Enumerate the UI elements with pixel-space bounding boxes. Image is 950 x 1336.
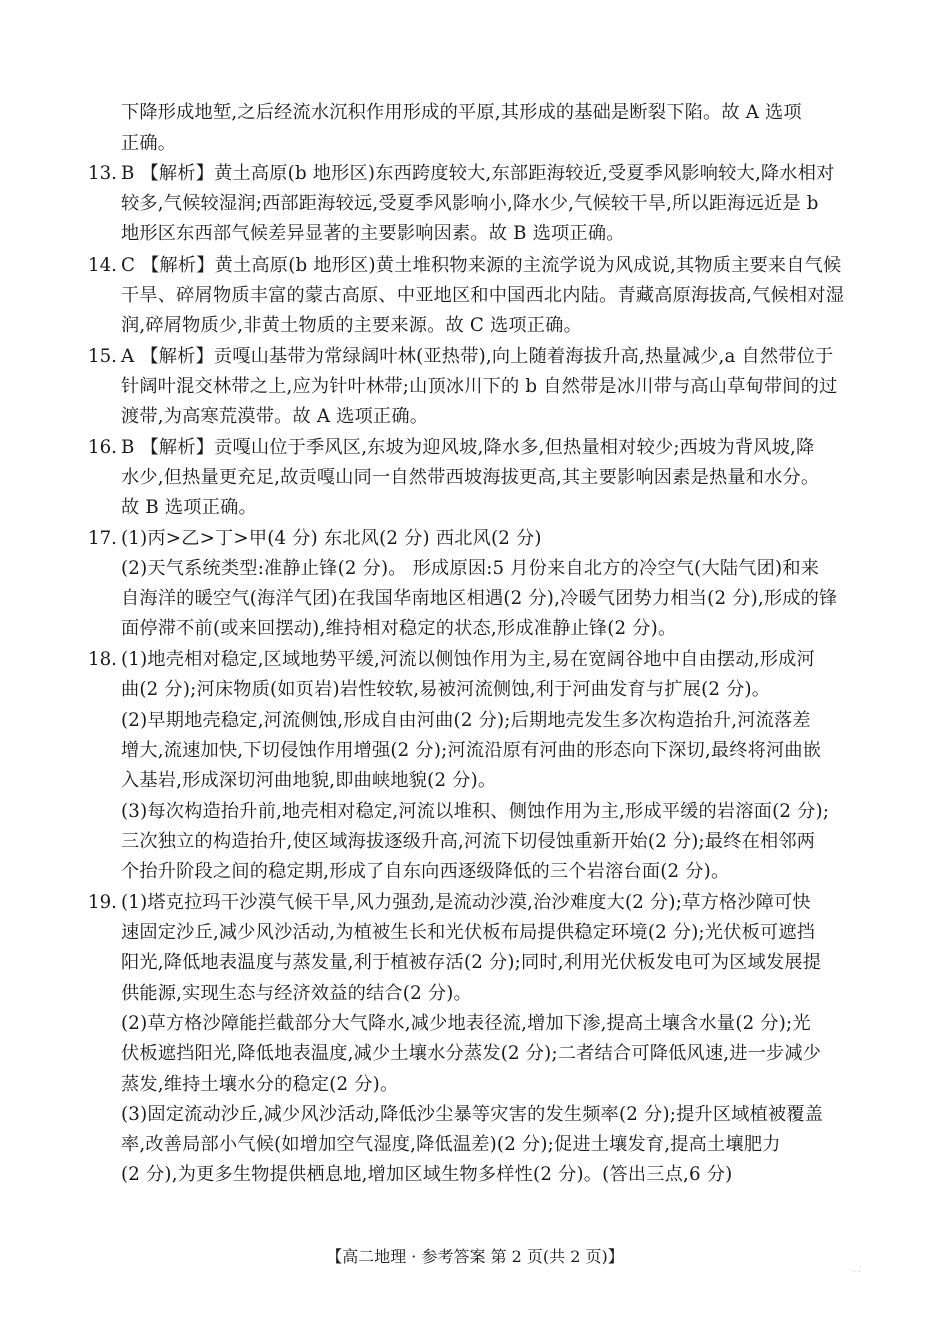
text-line: 地形区东西部气候差异显著的主要影响因素。故 B 选项正确。: [121, 223, 625, 244]
corner-mark: . .: [853, 1265, 861, 1274]
text-line: (1)塔克拉玛干沙漠气候干旱,风力强劲,是流动沙漠,治沙难度大(2 分);草方格沙障可快: [121, 892, 811, 913]
text-line: (2)草方格沙障能拦截部分大气降水,减少地表径流,增加下渗,提高土壤含水量(2 分);光: [121, 1013, 811, 1034]
text-line: 个抬升阶段之间的稳定期,形成了自东向西逐级降低的三个岩溶台面(2 分)。: [121, 861, 730, 882]
page-footer: 【高二地理 · 参考答案 第 2 页(共 2 页)】: [326, 1247, 624, 1266]
text-line: 入基岩,形成深切河曲地貌,即曲峡地貌(2 分)。: [121, 770, 497, 791]
item-number: 14.: [88, 255, 117, 276]
text-line: 速固定沙丘,减少风沙活动,为植被生长和光伏板布局提供稳定环境(2 分);光伏板可遮挡: [121, 922, 816, 943]
item-number: 15.: [88, 346, 117, 367]
text-line: 增大,流速加快,下切侵蚀作用增强(2 分);河流沿原有河曲的形态向下深切,最终将河曲嵌: [121, 740, 822, 761]
text-line: (3)固定流动沙丘,减少风沙活动,降低沙尘暴等灾害的发生频率(2 分);提升区域植被覆盖: [121, 1104, 824, 1125]
text-line: B 【解析】贡嘎山位于季风区,东坡为迎风坡,降水多,但热量相对较少;西坡为背风坡,降: [121, 437, 815, 458]
text-line: 水少,但热量更充足,故贡嘎山同一自然带西坡海拔更高,其主要影响因素是热量和水分。: [121, 467, 820, 488]
text-line: 曲(2 分);河床物质(如页岩)岩性较软,易被河流侧蚀,利于河曲发育与扩展(2 分)。: [121, 679, 771, 700]
text-line: 率,改善局部小气候(如增加空气湿度,降低温差)(2 分);促进土壤发育,提高土壤肥力: [121, 1134, 781, 1155]
item-number: 16.: [88, 437, 117, 458]
text-line: 阳光,降低地表温度与蒸发量,利于植被存活(2 分);同时,利用光伏板发电可为区域发展提: [121, 952, 822, 973]
text-line: A 【解析】贡嘎山基带为常绿阔叶林(亚热带),向上随着海拔升高,热量减少,a 自然带位于: [121, 346, 834, 367]
text-line: 较多,气候较湿润;西部距海较远,受夏季风影响小,降水少,气候较干旱,所以距海远近是 b: [121, 193, 819, 214]
item-number: 19.: [88, 892, 117, 913]
text-line: 针阔叶混交林带之上,应为针叶林带;山顶冰川下的 b 自然带是冰川带与高山草甸带间的过: [121, 376, 838, 397]
text-line: (1)丙>乙>丁>甲(4 分) 东北风(2 分) 西北风(2 分): [121, 528, 542, 549]
text-line: (3)每次构造抬升前,地壳相对稳定,河流以堆积、侧蚀作用为主,形成平缓的岩溶面(2 分);: [121, 801, 830, 822]
item-number: 18.: [88, 649, 117, 670]
text-line: 自海洋的暖空气(海洋气团)在我国华南地区相遇(2 分),冷暖气团势力相当(2 分),形成的锋: [121, 588, 838, 609]
text-line: 面停滞不前(或来回摆动),维持相对稳定的状态,形成准静止锋(2 分)。: [121, 618, 677, 639]
text-line: 蒸发,维持土壤水分的稳定(2 分)。: [121, 1074, 399, 1095]
text-line: B 【解析】黄土高原(b 地形区)东西跨度较大,东部距海较近,受夏季风影响较大,降水相对: [121, 163, 835, 184]
text-line: 故 B 选项正确。: [121, 497, 257, 518]
text-line: (2 分),为更多生物提供栖息地,增加区域生物多样性(2 分)。(答出三点,6 分): [121, 1164, 733, 1185]
text-line: (1)地壳相对稳定,区域地势平缓,河流以侧蚀作用为主,易在宽阔谷地中自由摆动,形成河: [121, 649, 815, 670]
text-line: C 【解析】黄土高原(b 地形区)黄土堆积物来源的主流学说为风成说,其物质主要来自气候: [121, 255, 842, 276]
text-line: 渡带,为高寒荒漠带。故 A 选项正确。: [121, 406, 429, 427]
text-line: 干旱、碎屑物质丰富的蒙古高原、中亚地区和中国西北内陆。青藏高原海拔高,气候相对湿: [121, 285, 845, 306]
text-line: 三次独立的构造抬升,使区域海拔逐级升高,河流下切侵蚀重新开始(2 分);最终在相邻两: [121, 831, 816, 852]
text-line: 正确。: [121, 133, 177, 154]
text-line: 伏板遮挡阳光,降低地表温度,减少土壤水分蒸发(2 分);二者结合可降低风速,进一步减少: [121, 1043, 822, 1064]
item-number: 17.: [88, 528, 117, 549]
text-line: 供能源,实现生态与经济效益的结合(2 分)。: [121, 983, 472, 1004]
item-number: 13.: [88, 163, 117, 184]
text-line: 润,碎屑物质少,非黄土物质的主要来源。故 C 选项正确。: [121, 315, 582, 336]
text-line: (2)天气系统类型:准静止锋(2 分)。 形成原因:5 月份来自北方的冷空气(大陆气团)和来: [121, 558, 820, 579]
text-line: 下降形成地堑,之后经流水沉积作用形成的平原,其形成的基础是断裂下陷。故 A 选项: [121, 102, 802, 123]
text-line: (2)早期地壳稳定,河流侧蚀,形成自由河曲(2 分);后期地壳发生多次构造抬升,河流落差: [121, 710, 811, 731]
